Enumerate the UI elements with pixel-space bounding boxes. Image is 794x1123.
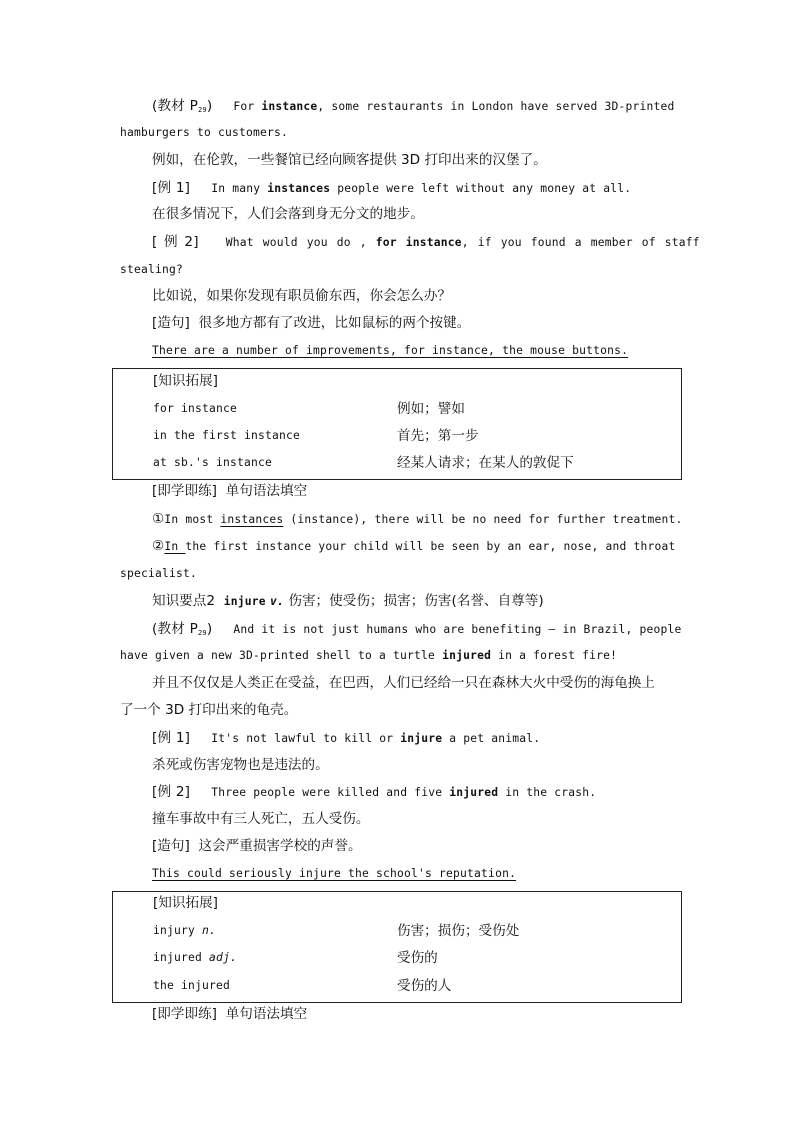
extension-meaning: 受伤的人 [397,978,452,994]
answer-blank: In [164,540,186,553]
example-2-translation: 撞车事故中有三人死亡，五人受伤。 [152,811,370,827]
make-sentence: [造句] 这会严重损害学校的声誉。 [152,838,362,854]
extension-phrase: in the first instance [153,429,301,442]
textbook-sentence-cont: have given a new 3D-printed shell to a turtle injured in a forest fire! [120,649,618,662]
make-sentence: [造句] 很多地方都有了改进，比如鼠标的两个按键。 [152,315,471,331]
textbook-translation: 例如，在伦敦，一些餐馆已经向顾客提供 3D 打印出来的汉堡了。 [152,152,547,168]
extension-meaning: 经某人请求；在某人的敦促下 [397,455,574,471]
key-point-heading: 知识要点2 injure v. 伤害；使受伤；损害；伤害(名誉、自尊等) [152,593,544,609]
extension-meaning: 首先；第一步 [397,428,479,444]
practice-question-1: ①In most instances (instance), there will be no need for further treatment. [152,511,683,527]
textbook-sentence-cont: hamburgers to customers. [120,126,289,139]
extension-meaning: 伤害；损伤；受伤处 [397,923,520,939]
textbook-source-line: (教材 $P_{29}$) And it is not just humans who are benefiting — in Brazil, people [152,621,682,637]
textbook-translation: 并且不仅仅是人类正在受益，在巴西，人们已经给一只在森林大火中受伤的海龟换上 [152,675,655,691]
example-2-translation: 比如说，如果你发现有职员偷东西，你会怎么办？ [152,288,452,304]
extension-word: injury n. [153,924,217,937]
example-2-cont: stealing? [120,263,184,276]
example-1: [例 1] It's not lawful to kill or injure a pet animal. [152,730,541,746]
practice-question-2: ②In the first instance your child will be seen by an ear, nose, and throat [152,538,676,554]
answer-blank: instances [220,513,284,526]
knowledge-extension-box [112,891,682,1003]
extension-title: [知识拓展] [153,895,218,911]
make-sentence-answer: There are a number of improvements, for instance, the mouse buttons. [152,344,629,357]
textbook-translation-cont: 了一个 3D 打印出来的龟壳。 [120,702,298,718]
knowledge-extension-box [112,368,682,480]
extension-title: [知识拓展] [153,373,218,389]
extension-meaning: 受伤的 [397,950,438,966]
extension-phrase: for instance [153,402,238,415]
extension-phrase: at sb.'s instance [153,456,273,469]
textbook-source-line: (教材 $P_{29}$) For instance, some restaurants in London have served 3D-printed [152,98,675,114]
example-1-translation: 杀死或伤害宠物也是违法的。 [152,757,329,773]
practice-heading: [即学即练] 单句语法填空 [152,1006,308,1022]
extension-word: the injured [153,979,231,992]
example-2: [例 2] Three people were killed and five injured in the crash. [152,784,597,800]
practice-question-2-cont: specialist. [120,567,198,580]
make-sentence-answer: This could seriously injure the school's reputation. [152,867,517,880]
example-2: [ 例 2] What would you do , for instance, if you found a member of staff [152,234,700,250]
example-1: [例 1] In many instances people were left without any money at all. [152,180,632,196]
extension-word: injured adj. [153,951,238,964]
extension-meaning: 例如；譬如 [397,401,465,417]
practice-heading: [即学即练] 单句语法填空 [152,483,308,499]
example-1-translation: 在很多情况下，人们会落到身无分文的地步。 [152,206,424,222]
